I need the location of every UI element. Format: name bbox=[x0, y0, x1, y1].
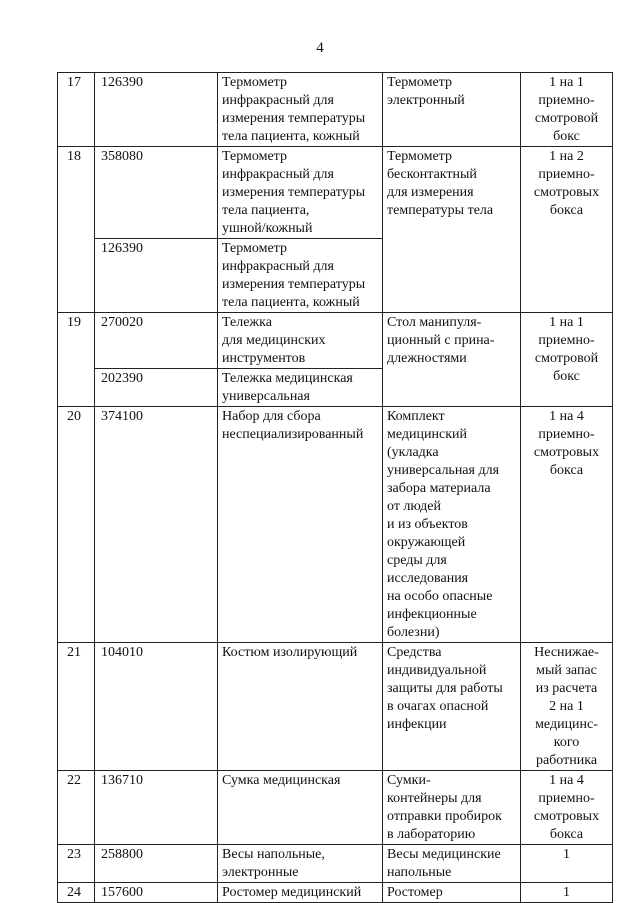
item-quantity: 1 на 4 приемно- смотровых бокса bbox=[521, 407, 613, 643]
item-quantity: 1 bbox=[521, 883, 613, 903]
item-name: Весы напольные, электронные bbox=[218, 845, 383, 883]
item-name: Набор для сбора неспециализированный bbox=[218, 407, 383, 643]
row-number: 21 bbox=[58, 643, 95, 771]
item-name: Термометр инфракрасный для измерения температуры тела пациента, кожный bbox=[218, 239, 383, 313]
page-number: 4 bbox=[316, 40, 324, 56]
item-code: 157600 bbox=[95, 883, 218, 903]
item-equivalent: Термометр электронный bbox=[383, 73, 521, 147]
item-quantity: 1 на 1 приемно- смотровой бокс bbox=[521, 313, 613, 407]
row-number: 17 bbox=[58, 73, 95, 147]
item-equivalent: Средства индивидуальной защиты для работы в очагах опасной инфекции bbox=[383, 643, 521, 771]
item-equivalent: Весы медицинские напольные bbox=[383, 845, 521, 883]
table-row bbox=[58, 313, 613, 369]
item-equivalent: Сумки- контейнеры для отправки пробирок в лабораторию bbox=[383, 771, 521, 845]
table-row bbox=[58, 643, 613, 771]
item-quantity: 1 на 4 приемно- смотровых бокса bbox=[521, 771, 613, 845]
row-number: 22 bbox=[58, 771, 95, 845]
item-quantity: 1 на 1 приемно- смотровой бокс bbox=[521, 73, 613, 147]
item-equivalent: Ростомер bbox=[383, 883, 521, 903]
item-name: Термометр инфракрасный для измерения температуры тела пациента, ушной/кожный bbox=[218, 147, 383, 239]
row-number: 23 bbox=[58, 845, 95, 883]
table-row bbox=[58, 771, 613, 845]
table-row bbox=[58, 73, 613, 147]
item-code: 136710 bbox=[95, 771, 218, 845]
item-equivalent: Комплект медицинский (укладка универсальная для забора материала от людей и из объектов окружающей среды для исследования на особо опасные инфекционные болезни) bbox=[383, 407, 521, 643]
row-number: 18 bbox=[58, 147, 95, 313]
table-row bbox=[58, 147, 613, 239]
item-code: 202390 bbox=[95, 369, 218, 407]
item-quantity: 1 bbox=[521, 845, 613, 883]
item-name: Костюм изолирующий bbox=[218, 643, 383, 771]
item-quantity: Неснижае- мый запас из расчета 2 на 1 медицинс- кого работника bbox=[521, 643, 613, 771]
table-row bbox=[58, 845, 613, 883]
item-code: 126390 bbox=[95, 73, 218, 147]
item-code: 126390 bbox=[95, 239, 218, 313]
row-number: 20 bbox=[58, 407, 95, 643]
row-number: 19 bbox=[58, 313, 95, 407]
item-code: 258800 bbox=[95, 845, 218, 883]
item-code: 358080 bbox=[95, 147, 218, 239]
item-name: Ростомер медицинский bbox=[218, 883, 383, 903]
item-code: 270020 bbox=[95, 313, 218, 369]
item-quantity: 1 на 2 приемно- смотровых бокса bbox=[521, 147, 613, 313]
item-name: Тележка для медицинских инструментов bbox=[218, 313, 383, 369]
item-name: Сумка медицинская bbox=[218, 771, 383, 845]
row-number: 24 bbox=[58, 883, 95, 903]
equipment-table bbox=[57, 72, 613, 903]
item-name: Тележка медицинская универсальная bbox=[218, 369, 383, 407]
item-code: 104010 bbox=[95, 643, 218, 771]
item-equivalent: Стол манипуля- ционный с прина- длежностями bbox=[383, 313, 521, 407]
item-equivalent: Термометр бесконтактный для измерения температуры тела bbox=[383, 147, 521, 313]
item-name: Термометр инфракрасный для измерения температуры тела пациента, кожный bbox=[218, 73, 383, 147]
item-code: 374100 bbox=[95, 407, 218, 643]
table-row bbox=[58, 407, 613, 643]
table-row bbox=[58, 883, 613, 903]
